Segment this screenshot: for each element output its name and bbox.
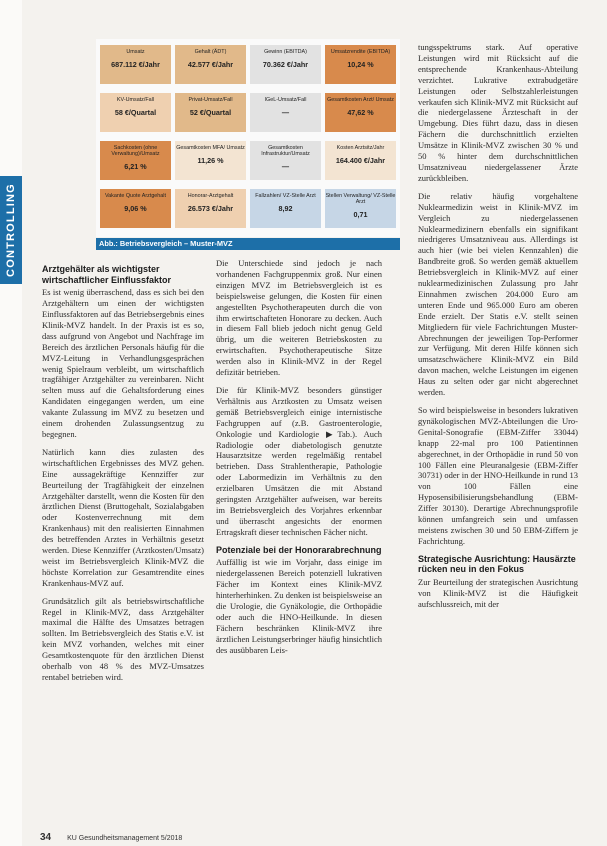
kpi-label: Stellen Verwaltung/ VZ-Stelle Arzt bbox=[325, 193, 396, 206]
kpi-value: — bbox=[281, 108, 290, 118]
kpi-value: 687.112 €/Jahr bbox=[111, 60, 160, 70]
kpi-cell bbox=[100, 141, 171, 180]
kpi-cell bbox=[325, 93, 396, 132]
kpi-cell bbox=[250, 45, 321, 84]
paragraph: Die relativ häufig vorgehaltene Nuklearmedizin weist in Klinik-MVZ im Vergleich zu niedergelassenen Nuklearmedizinern ebenfalls ein signifikant niedrigeres Umsatzniveau aus. Allerdings ist auch hier (wie bei vielen Kennzahlen) die Bandbreite groß. So werden gemäß aktuellem Betriebsvergleich in Klinik-MVZ auf einer nuklearmedizinischen Zulassung pro Jahr Einnahmen zwischen 204.000 Euro am unteren Ende und 965.000 Euro am oberen Ende erzielt. Der Statis e.V. stellt seinen Mitgliedern für viele Fachrichtungen Muster-Abrechnungen der jeweiligen Top-Performer zur Verfügung. Mit deren Hilfe können sich umsatzschwächere Klinik-MVZ ein Bild davon machen, welche Leistungen im eigenen Haus zu selten oder gar nicht abgerechnet werden. bbox=[418, 190, 578, 398]
kpi-value: 70.362 €/Jahr bbox=[262, 60, 309, 70]
kpi-value: 6,21 % bbox=[124, 162, 147, 172]
kpi-label: Umsatz bbox=[126, 49, 145, 55]
kpi-label: Honorar-Arztgehalt bbox=[187, 193, 234, 199]
paragraph: Die Unterschiede sind jedoch je nach vorhandenen Fachgruppenmix groß. Nur einen einzigen MVZ im Betriebsvergleich ist es beispielsweise gelungen, die Kosten für einen angestellten Psychotherapeuten durch die von ihm erwirtschafteten Honorare zu decken. Auch in diesem Fall blieb jedoch nicht genug Geld übrig, um die weiteren Betriebskosten zu erwirtschaften. Psychotherapeutische Sitze werden also in Klinik-MVZ in der Regel defizitär betrieben. bbox=[216, 258, 382, 378]
kpi-value: 8,92 bbox=[278, 204, 293, 214]
comparison-figure bbox=[96, 39, 400, 237]
section-heading: Arztgehälter als wichtigster wirtschaftlicher Einflussfaktor bbox=[42, 264, 172, 285]
kpi-label: KV-Umsatz/Fall bbox=[116, 97, 155, 103]
kpi-label: Fallzahlen/ VZ-Stelle Arzt bbox=[255, 193, 316, 199]
kpi-cell bbox=[325, 189, 396, 228]
kpi-value: 9,06 % bbox=[124, 204, 147, 214]
kpi-cell bbox=[100, 45, 171, 84]
kpi-value: 0,71 bbox=[353, 210, 368, 220]
figure-caption: Abb.: Betriebsvergleich – Muster-MVZ bbox=[96, 238, 400, 250]
paragraph: Die für Klinik-MVZ besonders günstiger Verhältnis aus Arztkosten zu Umsatz weisen gemäß Betriebsvergleich einige internistische Fachgruppen auf (z.B. Gastroenterologie, Onkologie und Kardiologie ▶Tab.). Auch Radiologie oder diabetologisch genutzte Hausarztsitze werden regelmäßig rentabel betrieben. Dass Strahlentherapie, Pathologie oder Labormedizin im Verhältnis zu den erzielbaren Umsätzen die mit Abstand geringsten Arztgehälter aufweisen, war bereits im Betriebsvergleich des Vorjahres erkennbar und überrascht angesichts der enormen Ertragskraft dieser technischen Fächer nicht. bbox=[216, 384, 382, 537]
kpi-cell bbox=[250, 141, 321, 180]
kpi-value: 164.400 €/Jahr bbox=[335, 156, 386, 166]
text-column-2 bbox=[216, 258, 382, 662]
kpi-label: Sachkosten (ohne Verwaltung)/Umsatz bbox=[111, 145, 160, 158]
page-footer bbox=[40, 832, 182, 843]
section-heading: Potenziale bei der Honorarabrechnung bbox=[216, 544, 382, 555]
kpi-value: 58 €/Quartal bbox=[114, 108, 157, 118]
kpi-cell bbox=[325, 45, 396, 84]
paragraph: Es ist wenig überraschend, dass es sich bei den Arztgehältern um einen der wichtigsten Einflussfaktoren auf das Betriebsergebnis eines Klinik-MVZ handelt. In der Praxis ist es so, dass aufgrund von Angebot und Nachfrage im Bereich des ärztlichen Personals häufig für die MVZ-Leitung in Verhandlungsgesprächen wenig Spielraum verbleibt, um wirtschaftlich tragfähiger Arztgehälter zu vereinbaren. Nicht selten muss auf die Gehaltsforderung eines Kandidaten eingegangen werden, um eine vakante Zulassung im MVZ zu besetzen und einem drohenden Zulassungsentzug zu begegnen. bbox=[42, 287, 204, 439]
paragraph: Grundsätzlich gilt als betriebswirtschaftliche Regel in Klinik-MVZ, dass Arztgehälter maximal die Hälfte des Umsatzes betragen sollten. Im Betriebsvergleich des Statis e.V. ist kein MVZ vorhanden, welches mit einer Gesamtkostenquote für den ärztlichen Dienst oberhalb von 48 % des MVZ-Umsatzes rentabel betrieben wird. bbox=[42, 595, 204, 682]
kpi-cell bbox=[325, 141, 396, 180]
kpi-label: Gewinn (EBITDA) bbox=[264, 49, 307, 55]
kpi-value: 10,24 % bbox=[347, 60, 374, 70]
kpi-label: Umsatzrendite (EBITDA) bbox=[330, 49, 391, 55]
kpi-value: 52 €/Quartal bbox=[189, 108, 232, 118]
kpi-cell bbox=[250, 189, 321, 228]
kpi-value: 26.573 €/Jahr bbox=[187, 204, 234, 214]
journal-name: KU Gesundheitsmanagement 5/2018 bbox=[67, 835, 183, 842]
kpi-label: Privat-Umsatz/Fall bbox=[188, 97, 233, 103]
kpi-label: Vakante Quote Arztgehalt bbox=[104, 193, 167, 199]
kpi-cell bbox=[100, 93, 171, 132]
kpi-value: 47,62 % bbox=[347, 108, 374, 118]
text-column-1 bbox=[42, 258, 204, 690]
kpi-cell bbox=[175, 45, 246, 84]
paragraph: Natürlich kann dies zulasten des wirtschaftlichen Ergebnisses des MVZ gehen. Eine aussagekräftige Kennziffer zur Beurteilung der Tragfähigkeit der einzelnen Arztgehälter darstellt, wenn die Kosten für den ärztlichen Dienst (Bruttogehalt, Sozialabgaben oder Kostenverrechnung mit dem Krankenhaus) mit den realisierten Einnahmen des betreffenden Arztes in Verhältnis gesetzt werden. Diese Kennziffer (Arztkosten/Umsatz) weist im Betriebsvergleich Klinik-MVZ die höchste Korrelation zur Gesamtrendite eines Krankenhaus-MVZ auf. bbox=[42, 446, 204, 588]
sidebar-tab bbox=[0, 0, 22, 846]
paragraph: So wird beispielsweise in besonders lukrativen gynäkologischen MVZ-Abteilungen die Uro-Genital-Sonografie (EBM-Ziffer 33044) knapp 22-mal pro 100 Patientinnen abgerechnet, in der Orthopädie in rund 50 von 100 Fällen eine Pleuranalgesie (EBM-Ziffer 30731) oder in der HNO-Heilkunde in rund 13 von 100 Fällen eine Hyposensibilisierungsbehandlung (EBM-Ziffer 30130). Derartige Abrechnungsprofile können umfangreich sein und umfassen meistens zwischen 30 und 50 EBM-Ziffern je Fachrichtung. bbox=[418, 405, 578, 546]
kpi-label: Gesamtkosten MFA/ Umsatz bbox=[176, 145, 245, 151]
section-label: CONTROLLING bbox=[5, 183, 17, 277]
kpi-cell bbox=[175, 93, 246, 132]
kpi-label: Gehalt (ÄDT) bbox=[194, 49, 227, 55]
kpi-label: IGeL-Umsatz/Fall bbox=[264, 97, 307, 103]
kpi-cell bbox=[250, 93, 321, 132]
kpi-value: 42.577 €/Jahr bbox=[187, 60, 234, 70]
section-heading: Strategische Ausrichtung: Hausärzte rücken neu in den Fokus bbox=[418, 553, 576, 575]
paragraph: Auffällig ist wie im Vorjahr, dass einige im niedergelassenen Bereich potenziell lukrativen Fächer im Kontext eines Klinik-MVZ hinterherhinken. Zu denken ist beispielsweise an die Urologie, die Gynäkologie, die Orthopädie oder auch die HNO-Heilkunde. In diesen Fächern beschränken Klinik-MVZ ihre ärztlichen Leistungserbringer häufig hinsichtlich des ausübbaren Leis- bbox=[216, 557, 382, 655]
paragraph: Zur Beurteilung der strategischen Ausrichtung von Klinik-MVZ ist die Häufigkeit aufschlussreich, mit der bbox=[418, 576, 578, 609]
page-number: 34 bbox=[40, 832, 52, 843]
kpi-cell bbox=[175, 189, 246, 228]
kpi-cell bbox=[100, 189, 171, 228]
kpi-value: — bbox=[281, 162, 290, 172]
paragraph: tungsspektrums stark. Auf operative Leistungen wird mit Rücksicht auf die entsprechende Krankenhaus-Abteilung verzichtet. Lukrative extrabudgetäre Leistungen oder Selbstzahlerleistungen verkaufen sich Klinik-MVZ mit Rücksicht auf die niedergelassene Ärzteschaft in der Umgebung. Dies führt dazu, dass in diesen Fächern die durchschnittlich erzielten Umsätze in Klinik-MVZ zwischen 30 % und 50 % hinter dem durchschnittlichen Umsatzniveau niedergelassener Ärzte zurückbleiben. bbox=[418, 42, 578, 183]
text-column-3 bbox=[418, 42, 578, 617]
kpi-label: Gesamtkosten Infrastruktur/Umsatz bbox=[261, 145, 310, 158]
kpi-label: Kosten Arztsitz/Jahr bbox=[336, 145, 385, 151]
kpi-label: Gesamtkosten Arzt/ Umsatz bbox=[327, 97, 394, 103]
kpi-cell bbox=[175, 141, 246, 180]
kpi-value: 11,26 % bbox=[197, 156, 224, 166]
